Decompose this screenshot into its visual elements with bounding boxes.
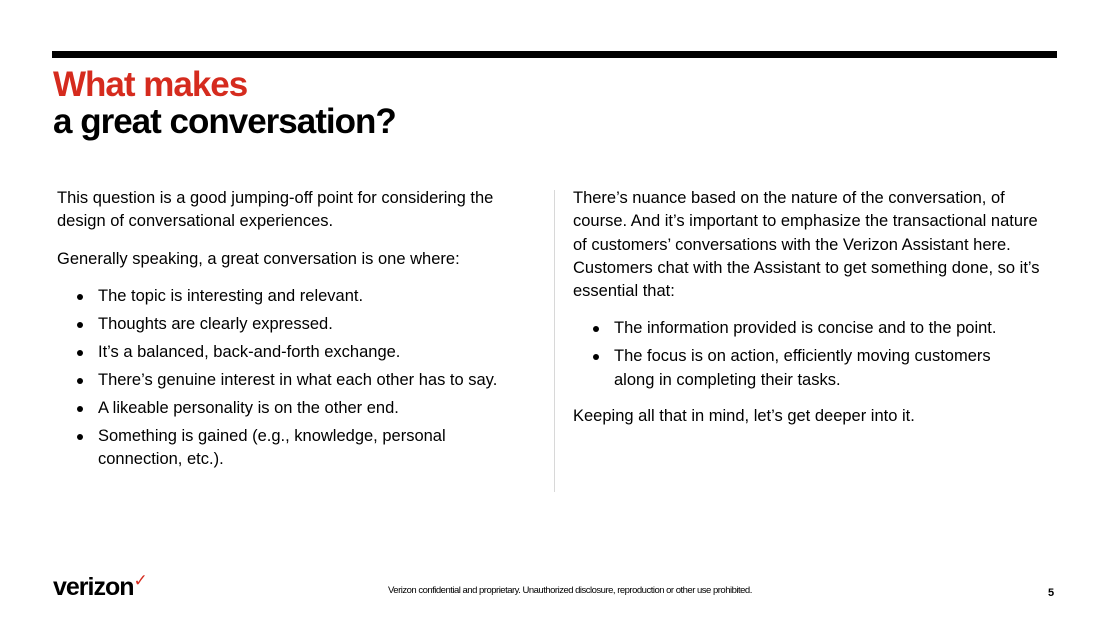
title-line-2: a great conversation? [53, 102, 396, 141]
left-column [57, 187, 537, 484]
header-rule [52, 51, 1057, 58]
essentials-list [573, 317, 1053, 392]
page-number: 5 [1048, 587, 1055, 599]
title-line-1: What makes [53, 65, 248, 104]
verizon-logo [53, 573, 147, 602]
confidentiality-notice: Verizon confidential and proprietary. Unauthorized disclosure, reproduction or other use prohibited. [388, 585, 752, 596]
intro-paragraph: This question is a good jumping-off point for considering the design of conversational experiences. [57, 189, 494, 231]
list-item: The information provided is concise and to the point. [614, 317, 1053, 340]
closing-paragraph: Keeping all that in mind, let’s get deeper into it. [573, 407, 915, 426]
list-item: The topic is interesting and relevant. [98, 285, 537, 308]
list-item: Thoughts are clearly expressed. [98, 313, 537, 336]
slide-title [53, 66, 396, 140]
list-item: Something is gained (e.g., knowledge, personal connection, etc.). [98, 425, 488, 472]
list-item: It’s a balanced, back-and-forth exchange. [98, 341, 537, 364]
criteria-list [57, 285, 537, 472]
list-item: There’s genuine interest in what each other has to say. [98, 369, 537, 392]
list-item: A likeable personality is on the other end. [98, 397, 537, 420]
column-divider [554, 190, 555, 492]
list-item: The focus is on action, efficiently moving customers along in completing their tasks. [614, 345, 1034, 392]
lead-paragraph: Generally speaking, a great conversation is one where: [57, 249, 460, 268]
logo-wordmark: verizon [53, 573, 134, 601]
nuance-paragraph: There’s nuance based on the nature of the conversation, of course. And it’s important to emphasize the transactional nature of customers’ conversations with the Verizon Assistant here. Customers chat with the Assistant to get something done, so it’s essential that: [573, 189, 1040, 301]
right-column [573, 187, 1053, 442]
checkmark-icon: ✓ [133, 571, 147, 590]
